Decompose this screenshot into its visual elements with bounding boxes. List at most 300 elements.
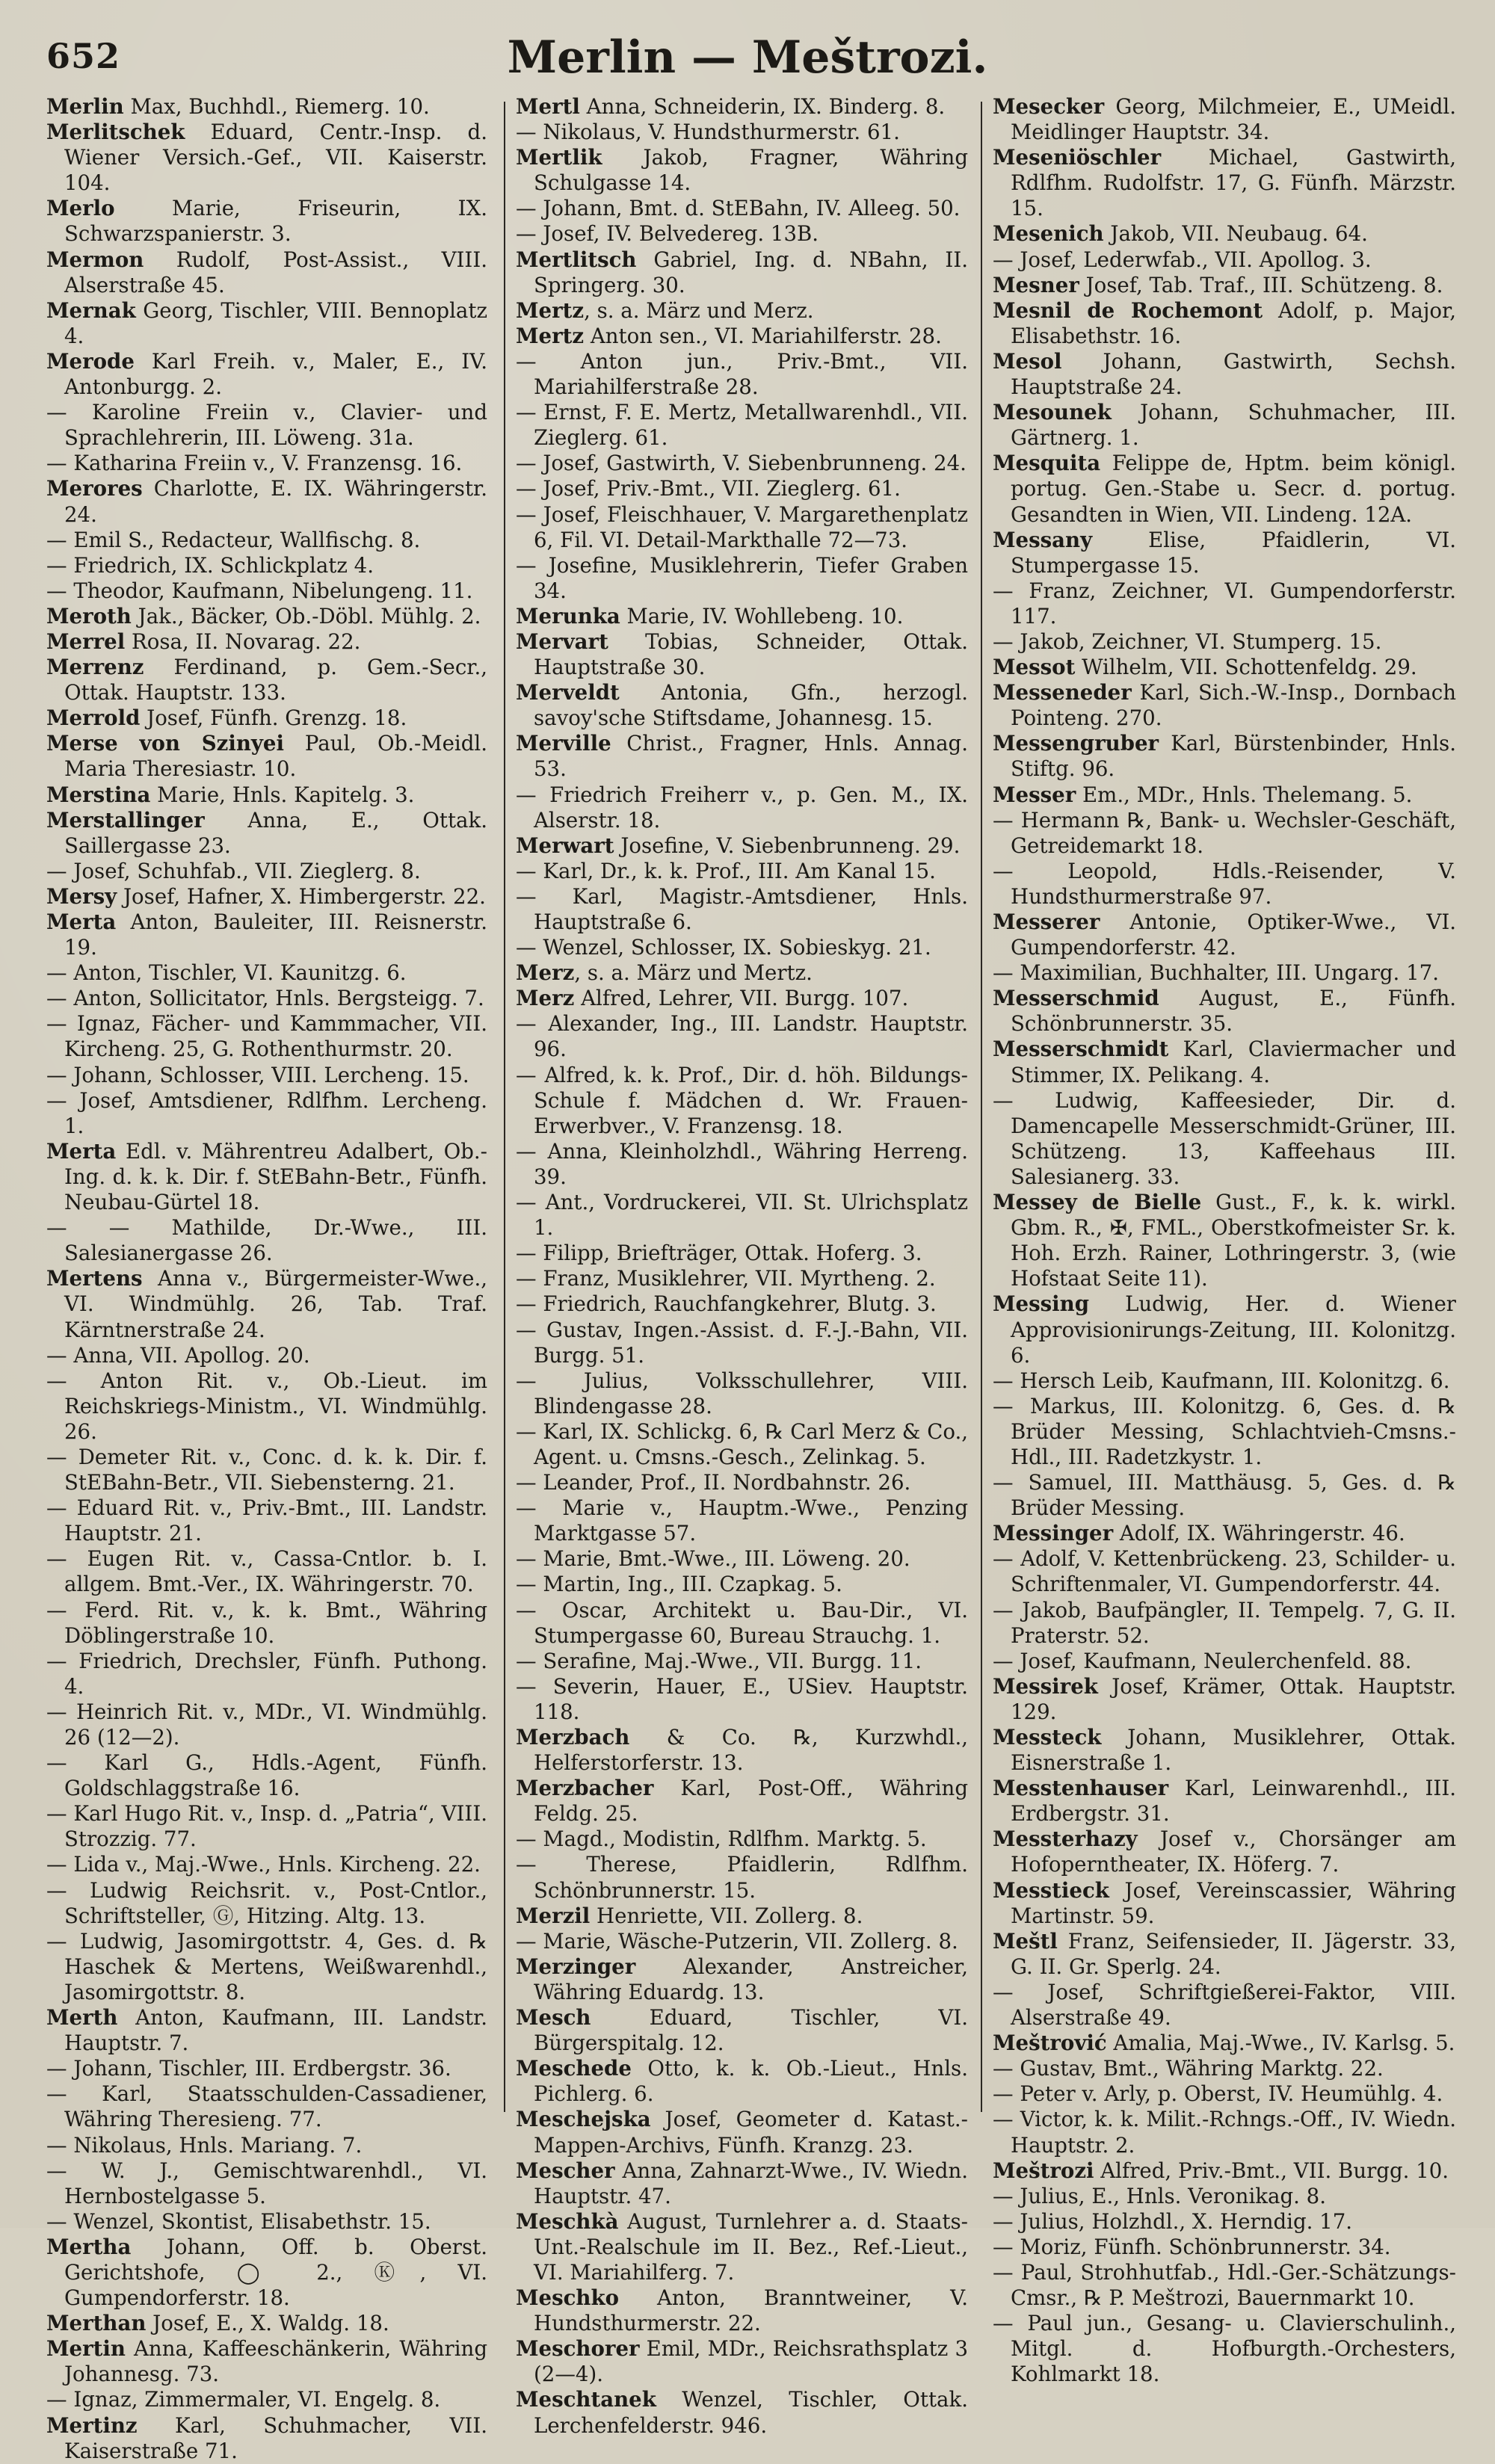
directory-entry <box>516 960 968 986</box>
entry-details: — Emil S., Redacteur, Wallfischg. 8. <box>46 527 421 552</box>
directory-entry <box>516 1241 968 1266</box>
directory-entry <box>46 1649 487 1699</box>
directory-entry <box>516 221 968 247</box>
entry-surname: Messinger <box>993 1521 1114 1546</box>
entry-details: — Wenzel, Skontist, Elisabethstr. 15. <box>46 2208 431 2234</box>
directory-entry <box>46 884 487 910</box>
entry-details: Edl. v. Mährentreu Adalbert, Ob.-Ing. d. k. k. Dir. f. StEBahn-Betr., Fünfh. Neubau-Gürtel 18. <box>64 1138 487 1215</box>
entry-details: Alfred, Lehrer, VII. Burgg. 107. <box>574 986 909 1011</box>
directory-entry <box>993 298 1456 349</box>
directory-entry <box>516 1318 968 1368</box>
directory-entry <box>993 1649 1456 1674</box>
entry-details: — Samuel, III. Matthäusg. 5, Ges. d. ℞ Brüder Messing. <box>993 1470 1456 1521</box>
directory-entry <box>46 782 487 808</box>
entry-details: — Peter v. Arly, p. Oberst, IV. Heumühlg. 4. <box>993 2081 1443 2107</box>
entry-details: Emil, MDr., Reichsrathsplatz 3 (2—4). <box>534 2336 968 2387</box>
directory-entry <box>516 1572 968 1597</box>
entry-details: & Co. ℞, Kurzwhdl., Helferstorferstr. 13. <box>534 1725 968 1776</box>
entry-details: Wilhelm, VII. Schottenfeldg. 29. <box>1075 655 1417 680</box>
entry-surname: Merzil <box>516 1903 591 1928</box>
directory-entry <box>46 1495 487 1546</box>
entry-surname: Merse von Szinyei <box>46 731 284 756</box>
directory-entry <box>516 1954 968 2005</box>
directory-entry <box>46 705 487 731</box>
entry-surname: Meštrozi <box>993 2158 1094 2183</box>
directory-entry <box>46 1801 487 1852</box>
directory-entry <box>516 2005 968 2056</box>
entry-details: — Franz, Zeichner, VI. Gumpendorferstr. 117. <box>993 578 1456 629</box>
directory-entry <box>46 94 487 120</box>
directory-entry <box>46 960 487 986</box>
directory-entry <box>516 502 968 553</box>
entry-details: Ludwig, Her. d. Wiener Approvisionirungs-Zeitung, III. Kolonitzg. 6. <box>1011 1291 1456 1368</box>
page-number: 652 <box>46 36 121 76</box>
entry-surname: Merrenz <box>46 655 144 680</box>
entry-details: — Josefine, Musiklehrerin, Tiefer Graben 34. <box>516 552 968 603</box>
entry-surname: Merth <box>46 2005 118 2031</box>
entry-details: — Julius, Volksschullehrer, VIII. Blindengasse 28. <box>516 1368 968 1418</box>
entry-details: August, E., Fünfh. Schönbrunnerstr. 35. <box>1011 986 1456 1037</box>
directory-entry <box>516 1649 968 1674</box>
entry-details: Anton, Branntweiner, V. Hundsthurmerstr. 22. <box>534 2285 968 2336</box>
directory-entry <box>46 2413 487 2464</box>
directory-entry <box>46 349 487 400</box>
entry-surname: Messteck <box>993 1725 1102 1750</box>
entry-details: Alfred, Priv.-Bmt., VII. Burgg. 10. <box>1094 2158 1449 2183</box>
directory-entry <box>46 1266 487 1342</box>
directory-entry <box>46 1343 487 1368</box>
entry-surname: Merta <box>46 910 117 934</box>
entry-details: — Oscar, Architekt u. Bau-Dir., VI. Stumpergasse 60, Bureau Strauchg. 1. <box>516 1597 968 1648</box>
directory-entry <box>516 1291 968 1317</box>
directory-entry <box>516 196 968 221</box>
entry-details: — Friedrich, Drechsler, Fünfh. Puthong. 4. <box>46 1648 487 1699</box>
directory-entry <box>993 782 1456 808</box>
entry-surname: Merrel <box>46 629 126 654</box>
directory-entry <box>516 400 968 451</box>
directory-entry <box>993 680 1456 731</box>
directory-entry <box>516 2158 968 2209</box>
directory-entry <box>993 2184 1456 2209</box>
entry-surname: Mesounek <box>993 400 1112 425</box>
entry-surname: Mernak <box>46 297 136 323</box>
directory-entry <box>516 782 968 833</box>
directory-entry <box>516 1903 968 1929</box>
entry-details: — Nikolaus, Hnls. Mariang. 7. <box>46 2132 363 2158</box>
directory-entry <box>46 247 487 298</box>
entry-details: Marie, Hnls. Kapitelg. 3. <box>150 782 415 807</box>
entry-details: — Serafine, Maj.-Wwe., VII. Burgg. 11. <box>516 1648 922 1673</box>
entry-details: Alexander, Anstreicher, Währing Eduardg. 13. <box>534 1954 968 2004</box>
directory-entry <box>516 935 968 960</box>
entry-details: — Friedrich Freiherr v., p. Gen. M., IX. Alserstr. 18. <box>516 782 968 833</box>
entry-surname: Merlo <box>46 196 115 221</box>
directory-entry <box>516 1776 968 1827</box>
directory-entry <box>993 808 1456 859</box>
entry-details: Johann, Off. b. Oberst. Gerichtshofe, ◯ 2., Ⓚ, VI. Gumpendorferstr. 18. <box>64 2234 487 2311</box>
entry-details: Rudolf, Post-Assist., VIII. Alserstraße 45. <box>64 247 487 297</box>
column-rule <box>504 102 505 2112</box>
entry-details: Felippe de, Hptm. beim königl. portug. Gen.-Stabe u. Secr. d. portug. Gesandten in Wien, VII. Lindeng. 12A. <box>1011 451 1456 527</box>
entry-details: — Josef, IV. Belvedereg. 13B. <box>516 221 819 247</box>
directory-entry <box>993 1291 1456 1368</box>
directory-entry <box>516 884 968 935</box>
entry-details: Gust., F., k. k. wirkl. Gbm. R., ✠, FML., Oberstkofmeister Sr. k. Hoh. Erzh. Rainer, Lothringerstr. 3, (wie Hofstaat Seite 11). <box>1011 1190 1456 1291</box>
directory-entry <box>516 1190 968 1241</box>
entry-details: Karl, Leinwarenhdl., III. Erdbergstr. 31. <box>1011 1776 1456 1827</box>
entry-surname: Messterhazy <box>993 1827 1138 1852</box>
entry-details: — Anton Rit. v., Ob.-Lieut. im Reichskriegs-Ministm., VI. Windmühlg. 26. <box>46 1368 487 1444</box>
entry-details: Franz, Seifensieder, II. Jägerstr. 33, G. II. Gr. Sperlg. 24. <box>1011 1928 1456 1979</box>
entry-surname: Merstina <box>46 782 151 807</box>
entry-details: — Jakob, Zeichner, VI. Stumperg. 15. <box>993 629 1382 654</box>
entry-details: Anton sen., VI. Mariahilferstr. 28. <box>584 323 942 348</box>
directory-entry <box>993 2056 1456 2081</box>
entry-surname: Messer <box>993 782 1076 807</box>
directory-entry <box>993 2235 1456 2260</box>
entry-details: — Julius, E., Hnls. Veronikag. 8. <box>993 2183 1326 2208</box>
entry-details: Karl, Bürstenbinder, Hnls. Stiftg. 96. <box>1011 731 1456 782</box>
entry-surname: Meschorer <box>516 2336 640 2362</box>
directory-entry <box>516 94 968 120</box>
entry-details: — Josef, Amtsdiener, Rdlfhm. Lercheng. 1. <box>46 1087 487 1138</box>
entry-details: — Adolf, V. Kettenbrückeng. 23, Schilder- u. Schriftenmaler, VI. Gumpendorferstr. 44. <box>993 1546 1456 1597</box>
directory-entry <box>993 578 1456 629</box>
directory-entry <box>46 476 487 527</box>
directory-entry <box>46 1088 487 1139</box>
entry-details: — Alfred, k. k. Prof., Dir. d. höh. Bildungs-Schule f. Mädchen d. Wr. Frauen-Erwerbver., V. Franzensg. 18. <box>516 1062 968 1138</box>
entry-details: — Ferd. Rit. v., k. k. Bmt., Währing Döblingerstraße 10. <box>46 1597 487 1648</box>
directory-entry <box>516 629 968 680</box>
directory-entry <box>516 833 968 859</box>
entry-details: Karl, Claviermacher und Stimmer, IX. Pelikang. 4. <box>1011 1037 1456 1087</box>
entry-details: Eduard, Centr.-Insp. d. Wiener Versich.-Gef., VII. Kaiserstr. 104. <box>64 120 487 196</box>
entry-details: — Josef, Priv.-Bmt., VII. Zieglerg. 61. <box>516 476 901 501</box>
directory-entry <box>516 349 968 400</box>
directory-entry <box>516 2336 968 2387</box>
entry-details: — Paul jun., Gesang- u. Clavierschulinh., Mitgl. d. Hofburgth.-Orchesters, Kohlmarkt 18. <box>993 2311 1456 2387</box>
directory-entry <box>993 731 1456 782</box>
directory-entry <box>46 298 487 349</box>
entry-details: Josef, Geometer d. Katast.-Mappen-Archivs, Fünfh. Kranzg. 23. <box>534 2107 968 2158</box>
entry-details: — Ludwig, Jasomirgottstr. 4, Ges. d. ℞ Haschek & Mertens, Weißwarenhdl., Jasomirgottstr. 8. <box>46 1928 487 2004</box>
entry-details: — Markus, III. Kolonitzg. 6, Ges. d. ℞ Brüder Messing, Schlachtvieh-Cmsns.-Hdl., III. Radetzkystr. 1. <box>993 1393 1456 1469</box>
directory-entry <box>46 196 487 247</box>
directory-entry <box>516 1827 968 1852</box>
entry-details: Antonie, Optiker-Wwe., VI. Gumpendorferstr. 42. <box>1011 910 1456 960</box>
entry-details: — Heinrich Rit. v., MDr., VI. Windmühlg. 26 (12—2). <box>46 1699 487 1750</box>
entry-surname: Messot <box>993 655 1076 680</box>
entry-details: — Hersch Leib, Kaufmann, III. Kolonitzg. 6. <box>993 1368 1450 1393</box>
entry-details: — Josef, Fleischhauer, V. Margarethenplatz 6, Fil. VI. Detail-Markthalle 72—73. <box>516 501 968 552</box>
directory-entry <box>516 1598 968 1649</box>
directory-entry <box>46 1699 487 1750</box>
directory-entry <box>516 120 968 145</box>
entry-surname: Messeneder <box>993 680 1132 705</box>
entry-details: Eduard, Tischler, VI. Bürgerspitalg. 12. <box>534 2005 968 2056</box>
directory-entry <box>516 1495 968 1546</box>
entry-surname: Merstallinger <box>46 807 205 833</box>
directory-entry <box>993 859 1456 910</box>
entry-details: Josef, Hafner, X. Himbergerstr. 22. <box>117 883 486 909</box>
entry-details: — Johann, Tischler, III. Erdbergstr. 36. <box>46 2056 451 2081</box>
entry-surname: Messtieck <box>993 1877 1109 1903</box>
entry-surname: Merthan <box>46 2311 147 2336</box>
entry-details: Ferdinand, p. Gem.-Secr., Ottak. Hauptstr. 133. <box>64 655 487 705</box>
entry-details: Josef, Tab. Traf., III. Schützeng. 8. <box>1079 272 1443 297</box>
directory-entry <box>46 1368 487 1445</box>
entry-details: — Anton jun., Priv.-Bmt., VII. Mariahilferstraße 28. <box>516 348 968 400</box>
entry-surname: Meschtanek <box>516 2387 656 2412</box>
entry-details: — Friedrich, Rauchfangkehrer, Blutg. 3. <box>516 1291 937 1317</box>
directory-entry <box>46 1445 487 1495</box>
entry-surname: Merzbach <box>516 1725 630 1750</box>
directory-entry <box>46 1929 487 2005</box>
directory-entry <box>516 145 968 196</box>
entry-surname: Meštrović <box>993 2031 1107 2056</box>
directory-entry <box>46 1139 487 1215</box>
entry-details: — Demeter Rit. v., Conc. d. k. k. Dir. f. StEBahn-Betr., VII. Siebensterng. 21. <box>46 1444 487 1495</box>
directory-entry <box>46 808 487 859</box>
entry-details: Anna, Zahnarzt-Wwe., IV. Wiedn. Hauptstr. 47. <box>534 2158 968 2208</box>
directory-entry <box>993 528 1456 578</box>
entry-details: — Victor, k. k. Milit.-Rchngs.-Off., IV. Wiedn. Hauptstr. 2. <box>993 2107 1456 2158</box>
entry-surname: Mertens <box>46 1266 143 1291</box>
directory-entry <box>46 2311 487 2336</box>
directory-entry <box>46 910 487 960</box>
directory-entry <box>993 2260 1456 2311</box>
entry-details: Josef, E., X. Waldg. 18. <box>146 2311 389 2336</box>
directory-entry <box>516 324 968 349</box>
entry-details: Rosa, II. Novarag. 22. <box>125 629 361 654</box>
directory-entry <box>993 960 1456 986</box>
entry-surname: Merz <box>516 960 575 986</box>
entry-surname: Merode <box>46 348 135 374</box>
entry-details: Adolf, IX. Währingerstr. 46. <box>1113 1521 1405 1546</box>
directory-entry <box>46 1011 487 1062</box>
directory-entry <box>993 1929 1456 1980</box>
entry-surname: Mesecker <box>993 94 1105 119</box>
entry-details: Otto, k. k. Ob.-Lieut., Hnls. Pichlerg. 6. <box>534 2056 968 2107</box>
entry-details: Charlotte, E. IX. Währingerstr. 24. <box>64 476 487 527</box>
directory-entry <box>993 1470 1456 1521</box>
entry-details: — Johann, Bmt. d. StEBahn, IV. Alleeg. 50. <box>516 196 961 221</box>
directory-entry <box>46 629 487 655</box>
entry-surname: Mescher <box>516 2158 615 2183</box>
directory-entry <box>993 1190 1456 1291</box>
entry-details: — Josef, Schriftgießerei-Faktor, VIII. Alserstraße 49. <box>993 1979 1456 2031</box>
entry-surname: Merlitschek <box>46 120 185 145</box>
directory-entry <box>993 1368 1456 1394</box>
entry-details: Antonia, Gfn., herzogl. savoy'sche Stiftsdame, Johannesg. 15. <box>534 680 968 731</box>
directory-entry <box>46 2387 487 2412</box>
entry-surname: Merwart <box>516 833 614 858</box>
entry-details: Christ., Fragner, Hnls. Annag. 53. <box>534 731 968 782</box>
entry-surname: Meroth <box>46 603 132 629</box>
entry-details: Jakob, Fragner, Währing Schulgasse 14. <box>534 145 968 196</box>
directory-entry <box>46 1546 487 1597</box>
entry-details: Johann, Musiklehrer, Ottak. Eisnerstraße 1. <box>1011 1725 1456 1776</box>
directory-entry <box>516 1419 968 1470</box>
directory-entry <box>516 1266 968 1291</box>
entry-details: — Magd., Modistin, Rdlfhm. Marktg. 5. <box>516 1827 927 1852</box>
directory-entry <box>46 2235 487 2311</box>
directory-entry <box>993 1521 1456 1546</box>
entry-surname: Mertz <box>516 297 585 323</box>
directory-entry <box>993 1980 1456 2031</box>
entry-details: — Ant., Vordruckerei, VII. St. Ulrichsplatz 1. <box>516 1190 968 1241</box>
directory-entry <box>516 1470 968 1495</box>
entry-details: , s. a. März und Merz. <box>584 297 814 323</box>
entry-details: — Friedrich, IX. Schlickplatz 4. <box>46 552 374 578</box>
entry-details: — Ignaz, Fächer- und Kammmacher, VII. Kircheng. 25, G. Rothenthurmstr. 20. <box>46 1011 487 1062</box>
directory-entry <box>516 2387 968 2438</box>
entry-surname: Meseniöschler <box>993 145 1162 170</box>
entry-details: — Anton, Sollicitator, Hnls. Bergsteigg. 7. <box>46 986 484 1011</box>
entry-details: — Ludwig, Kaffeesieder, Dir. d. Damencapelle Messerschmidt-Grüner, III. Schützeng. 13, Kaffeehaus III. Salesianerg. 33. <box>993 1087 1456 1189</box>
directory-entry <box>516 247 968 298</box>
entry-details: — Marie v., Hauptm.-Wwe., Penzing Marktgasse 57. <box>516 1495 968 1546</box>
directory-entry <box>46 1750 487 1801</box>
directory-entry <box>993 94 1456 145</box>
entry-details: — Filipp, Briefträger, Ottak. Hoferg. 3. <box>516 1241 922 1266</box>
entry-details: Georg, Tischler, VIII. Bennoplatz 4. <box>64 297 487 348</box>
directory-entry <box>993 1598 1456 1649</box>
directory-entry <box>516 1674 968 1725</box>
entry-details: — Wenzel, Schlosser, IX. Sobieskyg. 21. <box>516 935 931 960</box>
directory-entry <box>516 1725 968 1776</box>
entry-details: — Katharina Freiin v., V. Franzensg. 16. <box>46 451 463 476</box>
entry-details: Karl, Post-Off., Währing Feldg. 25. <box>534 1776 968 1827</box>
entry-details: — Anna, VII. Apollog. 20. <box>46 1342 310 1368</box>
entry-details: Anna, Kaffeeschänkerin, Währing Johannesg. 73. <box>64 2336 487 2387</box>
entry-details: — Karl, Dr., k. k. Prof., III. Am Kanal 15. <box>516 858 936 883</box>
entry-details: Josefine, V. Siebenbrunneng. 29. <box>614 833 961 858</box>
directory-entry <box>516 298 968 324</box>
entry-details: Georg, Milchmeier, E., UMeidl. Meidlinger Hauptstr. 34. <box>1011 94 1456 145</box>
directory-entry <box>516 1368 968 1419</box>
page-header <box>46 30 1449 90</box>
directory-entry <box>46 2005 487 2056</box>
entry-surname: Mermon <box>46 247 144 272</box>
entry-details: — Karl, Staatsschulden-Cassadiener, Währing Theresieng. 77. <box>46 2081 487 2132</box>
entry-details: Josef, Krämer, Ottak. Hauptstr. 129. <box>1011 1673 1456 1724</box>
entry-details: — Eduard Rit. v., Priv.-Bmt., III. Landstr. Hauptstr. 21. <box>46 1495 487 1546</box>
directory-entry <box>516 476 968 501</box>
entry-details: — — Mathilde, Dr.-Wwe., III. Salesianergasse 26. <box>46 1215 487 1266</box>
entry-surname: Mesch <box>516 2005 591 2031</box>
directory-entry <box>46 859 487 884</box>
entry-details: Anna, E., Ottak. Saillergasse 23. <box>64 807 487 858</box>
directory-entry <box>46 2158 487 2209</box>
directory-entry <box>993 2081 1456 2107</box>
directory-entry <box>993 1037 1456 1087</box>
entry-surname: Meschkà <box>516 2208 619 2234</box>
entry-surname: Merville <box>516 731 611 756</box>
entry-details: Paul, Ob.-Meidl. Maria Theresiastr. 10. <box>64 731 487 782</box>
directory-entry <box>46 2081 487 2132</box>
directory-entry <box>993 1394 1456 1470</box>
entry-details: Wenzel, Tischler, Ottak. Lerchenfelderstr. 946. <box>534 2387 968 2438</box>
entry-surname: Mertl <box>516 94 580 119</box>
directory-entry <box>516 1011 968 1062</box>
entry-details: Josef, Vereinscassier, Währing Martinstr. 59. <box>1011 1877 1456 1928</box>
entry-details: — Theodor, Kaufmann, Nibelungeng. 11. <box>46 578 473 603</box>
directory-entry <box>993 1827 1456 1877</box>
entry-details: Anton, Bauleiter, III. Reisnerstr. 19. <box>64 910 487 960</box>
entry-surname: Messerschmidt <box>993 1037 1169 1062</box>
directory-columns <box>46 94 1482 2463</box>
directory-entry <box>46 400 487 451</box>
directory-entry <box>46 2056 487 2081</box>
entry-surname: Merz <box>516 986 575 1011</box>
entry-details: — Josef, Gastwirth, V. Siebenbrunneng. 24. <box>516 451 967 476</box>
entry-surname: Mesner <box>993 272 1079 297</box>
entry-details: — Anton, Tischler, VI. Kaunitzg. 6. <box>46 960 407 986</box>
directory-entry <box>993 349 1456 400</box>
directory-entry <box>993 2031 1456 2056</box>
entry-details: — Leopold, Hdls.-Reisender, V. Hundsthurmerstraße 97. <box>993 858 1456 909</box>
entry-details: — Karl, Magistr.-Amtsdiener, Hnls. Hauptstraße 6. <box>516 883 968 934</box>
entry-surname: Messey de Bielle <box>993 1190 1202 1215</box>
entry-details: — Gustav, Bmt., Währing Marktg. 22. <box>993 2056 1384 2081</box>
entry-details: — Gustav, Ingen.-Assist. d. F.-J.-Bahn, VII. Burgg. 51. <box>516 1317 968 1368</box>
entry-details: Jak., Bäcker, Ob.-Döbl. Mühlg. 2. <box>131 603 481 629</box>
directory-entry <box>46 604 487 629</box>
entry-details: — Josef, Lederwfab., VII. Apollog. 3. <box>993 247 1372 272</box>
entry-details: — Marie, Bmt.-Wwe., III. Löweng. 20. <box>516 1546 910 1572</box>
entry-details: Johann, Schuhmacher, III. Gärtnerg. 1. <box>1011 400 1456 451</box>
entry-details: — Ignaz, Zimmermaler, VI. Engelg. 8. <box>46 2387 441 2412</box>
entry-details: — Jakob, Baufpängler, II. Tempelg. 7, G. II. Praterstr. 52. <box>993 1597 1456 1648</box>
directory-entry <box>993 2158 1456 2184</box>
entry-surname: Mertlitsch <box>516 247 637 272</box>
entry-details: Josef v., Chorsänger am Hofoperntheater, IX. Höferg. 7. <box>1011 1827 1456 1877</box>
entry-details: Karl, Sich.-W.-Insp., Dornbach Pointeng. 270. <box>1011 680 1456 731</box>
entry-details: — Johann, Schlosser, VIII. Lercheng. 15. <box>46 1062 469 1087</box>
entry-surname: Mesol <box>993 348 1062 374</box>
entry-details: — Maximilian, Buchhalter, III. Ungarg. 17. <box>993 960 1439 986</box>
directory-entry <box>46 2209 487 2235</box>
entry-details: — Paul, Strohhutfab., Hdl.-Ger.-Schätzungs-Cmsr., ℞ P. Meštrozi, Bauernmarkt 10. <box>993 2259 1456 2311</box>
directory-entry <box>993 451 1456 527</box>
column-3 <box>993 94 1456 2387</box>
directory-entry <box>46 553 487 578</box>
entry-surname: Merlin <box>46 94 124 119</box>
entry-details: August, Turnlehrer a. d. Staats-Unt.-Realschule im II. Bez., Ref.-Lieut., VI. Mariahilferg. 7. <box>534 2208 968 2285</box>
entry-details: — Franz, Musiklehrer, VII. Myrtheng. 2. <box>516 1266 936 1291</box>
directory-entry <box>993 655 1456 680</box>
column-2 <box>516 94 968 2438</box>
directory-entry <box>46 986 487 1011</box>
directory-entry <box>993 1546 1456 1597</box>
directory-entry <box>993 247 1456 273</box>
entry-details: — Karoline Freiin v., Clavier- und Sprachlehrerin, III. Löweng. 31a. <box>46 400 487 451</box>
directory-entry <box>516 1546 968 1572</box>
entry-surname: Meschejska <box>516 2107 651 2132</box>
running-head: Merlin — Meštrozi. <box>507 31 988 84</box>
directory-entry <box>993 1088 1456 1190</box>
directory-entry <box>516 1139 968 1190</box>
directory-entry <box>46 578 487 604</box>
entry-details: — Nikolaus, V. Hundsthurmerstr. 61. <box>516 120 900 145</box>
entry-details: , s. a. März und Mertz. <box>574 960 813 986</box>
directory-entry <box>46 731 487 782</box>
directory-entry <box>993 273 1456 298</box>
entry-details: — Ludwig Reichsrit. v., Post-Cntlor., Schriftsteller, Ⓖ, Hitzing. Altg. 13. <box>46 1877 487 1928</box>
entry-surname: Mertin <box>46 2336 126 2362</box>
entry-details: — Josef, Schuhfab., VII. Zieglerg. 8. <box>46 858 421 883</box>
